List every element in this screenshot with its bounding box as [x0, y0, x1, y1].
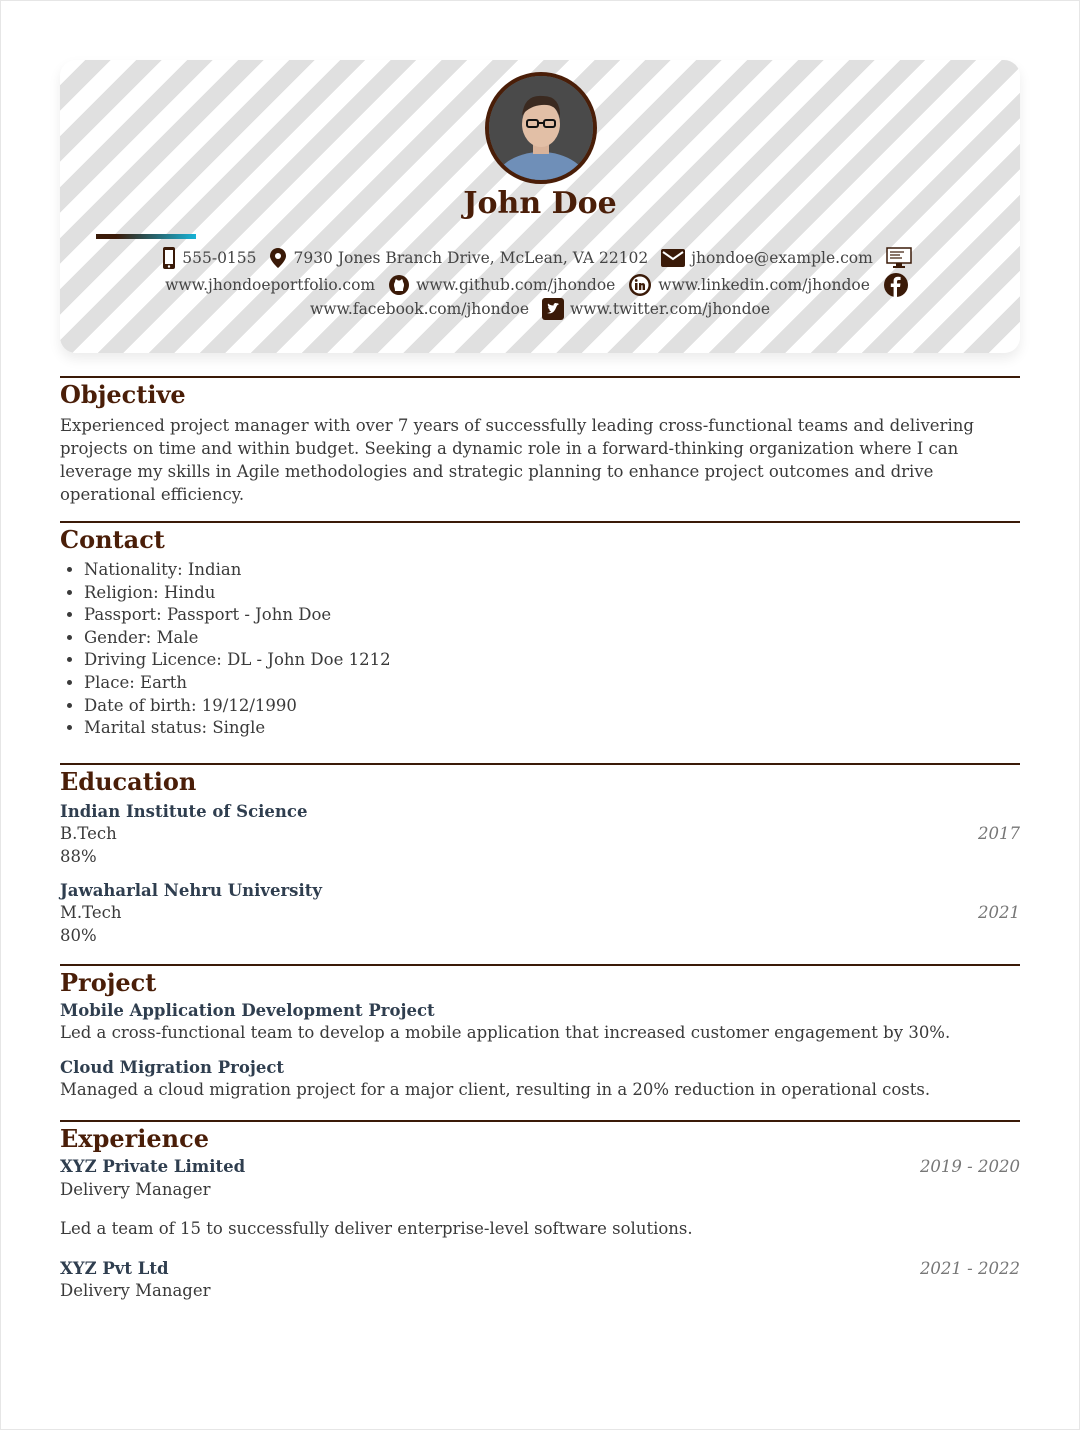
school-name: Jawaharlal Nehru University	[60, 881, 322, 900]
experience-desc: Led a team of 15 to successfully deliver enterprise-level software solutions.	[60, 1219, 693, 1238]
list-item: • Nationality: Indian	[84, 559, 1020, 582]
score: 80%	[60, 925, 97, 945]
address-item[interactable]	[269, 247, 648, 269]
phone-icon	[162, 246, 176, 270]
email-icon	[661, 249, 685, 267]
section-divider	[60, 964, 1020, 966]
section-divider	[60, 376, 1020, 378]
objective-text: Experienced project manager with over 7 years of successfully leading cross-functional teams and delivering projects on time and within budget. Seeking a dynamic role in a forward-thinking organization where I can leverage my skills in Agile methodologies and strategic planning to enhance project outcomes and drive operational efficiency.	[60, 416, 974, 504]
objective-title: Objective	[60, 380, 186, 409]
phone-item[interactable]	[162, 246, 256, 270]
address-text: 7930 Jones Branch Drive, McLean, VA 22102	[293, 249, 649, 267]
location-icon	[269, 247, 287, 269]
list-item: • Place: Earth	[84, 672, 1020, 695]
email-text: jhondoe@example.com	[691, 249, 873, 267]
score-row	[60, 925, 1020, 948]
contact-title: Contact	[60, 525, 165, 554]
employment-dates: 2019 - 2020	[919, 1157, 1020, 1176]
role: Delivery Manager	[60, 1281, 211, 1300]
section-divider	[60, 521, 1020, 523]
project-title: Project	[60, 968, 157, 997]
list-item: • Passport: Passport - John Doe	[84, 604, 1020, 627]
education-title: Education	[60, 767, 197, 796]
portfolio-icon-item[interactable]	[886, 247, 918, 269]
graduation-year: 2021	[978, 903, 1020, 922]
avatar	[485, 72, 597, 184]
experience-entry	[60, 1156, 1020, 1241]
graduation-year: 2017	[978, 824, 1020, 843]
project-section	[60, 964, 1020, 1101]
list-item: • Religion: Hindu	[84, 582, 1020, 605]
list-item: • Marital status: Single	[84, 717, 1020, 740]
company-name: XYZ Pvt Ltd	[60, 1258, 169, 1278]
score: 88%	[60, 846, 97, 866]
project-desc: Managed a cloud migration project for a major client, resulting in a 20% reduction in operational costs.	[60, 1079, 931, 1099]
experience-section	[60, 1120, 1020, 1303]
section-divider	[60, 1120, 1020, 1122]
role: Delivery Manager	[60, 1179, 211, 1199]
list-item: • Gender: Male	[84, 627, 1020, 650]
facebook-icon	[883, 272, 909, 298]
company-row	[60, 1258, 1020, 1281]
education-entry	[60, 801, 1020, 868]
phone-text: 555-0155	[182, 249, 257, 267]
contact-line-2	[0, 272, 1080, 298]
portfolio-text: www.jhondoeportfolio.com	[165, 276, 376, 294]
contact-line-3	[0, 298, 1080, 320]
education-entry	[60, 880, 1020, 947]
twitter-icon	[542, 298, 564, 320]
linkedin-text: www.linkedin.com/jhondoe	[658, 276, 870, 294]
degree-row	[60, 902, 1020, 925]
twitter-item[interactable]	[542, 298, 770, 320]
experience-title: Experience	[60, 1124, 210, 1153]
degree-row	[60, 823, 1020, 846]
github-icon	[388, 274, 410, 296]
github-text: www.github.com/jhondoe	[416, 276, 616, 294]
linkedin-item[interactable]	[628, 273, 870, 297]
portfolio-icon	[886, 247, 912, 269]
degree: B.Tech	[60, 824, 117, 843]
contact-section	[60, 521, 1020, 740]
company-row	[60, 1156, 1020, 1179]
facebook-item[interactable]	[310, 300, 529, 318]
project-desc: Led a cross-functional team to develop a mobile application that increased customer engagement by 30%.	[60, 1023, 951, 1042]
accent-bar	[96, 234, 196, 239]
list-item: • Date of birth: 19/12/1990	[84, 695, 1020, 718]
school-name: Indian Institute of Science	[60, 802, 308, 821]
project-name: Mobile Application Development Project	[60, 1001, 435, 1020]
contact-line-1	[0, 246, 1080, 270]
linkedin-icon	[628, 273, 652, 297]
experience-entry	[60, 1258, 1020, 1303]
twitter-text: www.twitter.com/jhondoe	[569, 300, 771, 318]
facebook-icon-item[interactable]	[883, 272, 915, 298]
company-name: XYZ Private Limited	[60, 1157, 246, 1176]
facebook-text: www.facebook.com/jhondoe	[309, 300, 530, 318]
employment-dates: 2021 - 2022	[919, 1258, 1020, 1278]
contact-list	[60, 559, 1020, 740]
portfolio-item[interactable]	[165, 276, 375, 294]
section-divider	[60, 763, 1020, 765]
project-entry	[60, 1000, 1020, 1045]
project-name: Cloud Migration Project	[60, 1057, 285, 1077]
list-item: • Driving Licence: DL - John Doe 1212	[84, 649, 1020, 672]
candidate-name: John Doe	[463, 186, 617, 221]
objective-section	[60, 376, 1020, 506]
github-item[interactable]	[388, 274, 615, 296]
degree: M.Tech	[60, 903, 122, 922]
score-row	[60, 846, 1020, 869]
project-entry	[60, 1057, 1020, 1102]
email-item[interactable]	[661, 249, 873, 267]
education-section	[60, 763, 1020, 947]
